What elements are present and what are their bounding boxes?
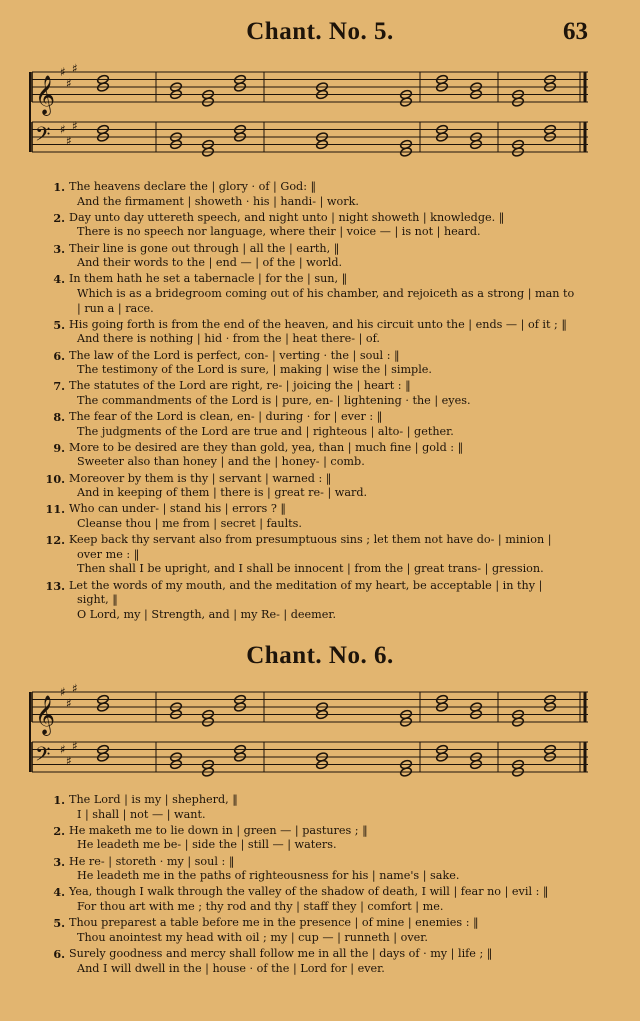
- verse-number: 4.: [53, 885, 65, 900]
- chant-5-score: [28, 60, 594, 166]
- verse-first-line: [40, 916, 596, 931]
- verse-first-line: [40, 242, 596, 257]
- chant-5-title: Chant. No. 5.: [246, 18, 394, 45]
- verse-text: Keep back thy servant also from presumptuous sins ; let them not have do- | minion |: [69, 533, 552, 547]
- verse-number: 1.: [53, 793, 65, 807]
- verse-continuation-line: | run a | race.: [77, 301, 154, 315]
- verse-continuation-line: over me : ‖: [77, 547, 140, 561]
- verse-continuation-line: Sweeter also than honey | and the | honey- | comb.: [77, 455, 365, 469]
- verse: [40, 441, 596, 470]
- verse: [40, 349, 596, 378]
- verse: [40, 410, 596, 439]
- verse-continuation-line: And the firmament | showeth · his | handi- | work.: [77, 194, 359, 208]
- verse-number: 3.: [53, 854, 65, 869]
- verse-continuation-line: O Lord, my | Strength, and | my Re- | deemer.: [77, 607, 337, 621]
- verse-number: 5.: [53, 916, 65, 931]
- treble-staff: [32, 61, 588, 116]
- verse-number: 3.: [53, 241, 65, 256]
- verse-number: 12.: [45, 533, 65, 548]
- verse-continuation-line: And in keeping of them | there is | great re- | ward.: [77, 486, 368, 500]
- verse-continuation-line: For thou art with me ; thy rod and thy | staff they | comfort | me.: [77, 899, 444, 913]
- verse-text: The Lord | is my | shepherd, ‖: [69, 793, 238, 806]
- sharp-icon: ♯: [72, 681, 78, 696]
- verse-continuation-line: Cleanse thou | me from | secret | faults.: [77, 517, 302, 530]
- verse: [40, 272, 596, 316]
- verse-continuation-line: He leadeth me in the paths of righteousness for his | name's | sake.: [77, 869, 460, 883]
- verse-continuation-line: There is no speech nor language, where their | voice — | is not | heard.: [77, 225, 481, 239]
- bass-clef-icon: 𝄢: [35, 122, 51, 151]
- verse: [40, 916, 596, 945]
- verse-number: 10.: [45, 471, 65, 486]
- sharp-icon: ♯: [66, 76, 72, 91]
- sharp-icon: ♯: [72, 61, 78, 76]
- verse: [40, 533, 596, 577]
- treble-clef-icon: 𝄞: [35, 695, 56, 735]
- verse: [40, 885, 596, 914]
- verse-number: 2.: [53, 823, 65, 838]
- sharp-icon: ♯: [66, 696, 72, 711]
- verse-first-line: [40, 180, 596, 195]
- verse: [40, 947, 596, 976]
- verse-text: Their line is gone out through | all the | earth, ‖: [69, 241, 340, 255]
- verse-continuation-line: And their words to the | end — | of the | world.: [77, 256, 343, 270]
- verse-text: The fear of the Lord is clean, en- | during · for | ever : ‖: [69, 410, 383, 424]
- verse-continuation-line: And there is nothing | hid · from the | heat there- | of.: [77, 332, 380, 346]
- chant-5-verses: [40, 180, 596, 624]
- sharp-icon: ♯: [60, 122, 66, 137]
- verse-text: Thou preparest a table before me in the presence | of mine | enemies : ‖: [69, 916, 479, 930]
- verse: [40, 318, 596, 347]
- verse-continuation-line: sight, ‖: [77, 593, 118, 607]
- verse-first-line: [40, 349, 596, 364]
- chant-6-score: [28, 680, 594, 786]
- verse: [40, 211, 596, 240]
- verse-first-line: [40, 502, 596, 517]
- sharp-icon: ♯: [66, 753, 72, 768]
- verse-first-line: [40, 318, 596, 333]
- verse-first-line: [40, 272, 596, 287]
- bass-staff: [32, 739, 588, 778]
- verse-first-line: [40, 379, 596, 394]
- verse-number: 9.: [53, 440, 65, 455]
- verse-number: 6.: [53, 348, 65, 363]
- verse-first-line: [40, 472, 596, 487]
- verse-first-line: [40, 855, 596, 870]
- verse-text: He maketh me to lie down in | green — | pastures ; ‖: [69, 823, 368, 837]
- verse-continuation-line: Then shall I be upright, and I shall be innocent | from the | great trans- | gression.: [77, 562, 544, 576]
- chant-6-verses: [40, 793, 596, 978]
- verse-text: In them hath he set a tabernacle | for the | sun, ‖: [69, 272, 348, 286]
- verse-first-line: [40, 947, 596, 962]
- verse-number: 8.: [53, 410, 65, 425]
- verse-first-line: [40, 211, 596, 226]
- verse-number: 2.: [53, 210, 65, 225]
- verse-continuation-line: The judgments of the Lord are true and | righteous | alto- | gether.: [77, 424, 454, 438]
- verse-text: Yea, though I walk through the valley of the shadow of death, I will | fear no | evil : ‖: [69, 885, 549, 899]
- sharp-icon: ♯: [60, 685, 66, 699]
- verse: [40, 379, 596, 408]
- sharp-icon: ♯: [66, 133, 72, 148]
- verse-number: 1.: [53, 180, 65, 194]
- verse-text: The law of the Lord is perfect, con- | verting · the | soul : ‖: [69, 348, 400, 362]
- verse-first-line: [40, 793, 596, 808]
- verse-number: 13.: [45, 578, 65, 593]
- verse-text: Moreover by them is thy | servant | warned : ‖: [69, 471, 332, 485]
- verse-number: 7.: [53, 379, 65, 394]
- verse: [40, 472, 596, 501]
- verse-continuation-line: Which is as a bridegroom coming out of his chamber, and rejoiceth as a strong | man to: [77, 286, 575, 300]
- bass-staff: [32, 119, 588, 158]
- verse-number: 5.: [53, 317, 65, 332]
- verse: [40, 793, 596, 822]
- sharp-icon: ♯: [72, 738, 78, 753]
- verse-text: Let the words of my mouth, and the meditation of my heart, be acceptable | in thy |: [69, 578, 543, 592]
- verse-text: His going forth is from the end of the heaven, and his circuit unto the | ends — | of it ; ‖: [69, 317, 567, 331]
- verse-text: Day unto day uttereth speech, and night unto | night showeth | knowledge. ‖: [69, 210, 505, 224]
- bass-clef-icon: 𝄢: [35, 742, 51, 771]
- verse-first-line: [40, 885, 596, 900]
- treble-clef-icon: 𝄞: [35, 75, 56, 115]
- verse-continuation-line: The commandments of the Lord is | pure, en- | lightening · the | eyes.: [77, 393, 471, 407]
- sharp-icon: ♯: [60, 65, 66, 79]
- verse: [40, 242, 596, 271]
- verse-text: Who can under- | stand his | errors ? ‖: [69, 502, 286, 516]
- verse-first-line: [40, 410, 596, 425]
- verse-text: The statutes of the Lord are right, re- | joicing the | heart : ‖: [69, 379, 411, 393]
- verse-text: The heavens declare the | glory · of | God: ‖: [69, 180, 317, 193]
- verse: [40, 824, 596, 853]
- sharp-icon: ♯: [72, 118, 78, 133]
- sharp-icon: ♯: [60, 742, 66, 757]
- verse-number: 6.: [53, 946, 65, 961]
- verse-continuation-line: He leadeth me be- | side the | still — | waters.: [77, 838, 337, 852]
- treble-staff: [32, 681, 588, 736]
- verse-continuation-line: And I will dwell in the | house · of the | Lord for | ever.: [77, 961, 385, 975]
- verse-continuation-line: I | shall | not — | want.: [77, 807, 206, 821]
- verse-first-line: [40, 824, 596, 839]
- verse-text: He re- | storeth · my | soul : ‖: [69, 854, 235, 868]
- chant-6-title: Chant. No. 6.: [246, 642, 394, 669]
- verse-first-line: [40, 441, 596, 456]
- verse-text: More to be desired are they than gold, yea, than | much fine | gold : ‖: [69, 440, 464, 454]
- verse-number: 11.: [45, 502, 65, 517]
- verse: [40, 502, 596, 531]
- verse: [40, 579, 596, 623]
- verse: [40, 855, 596, 884]
- verse-first-line: [40, 579, 596, 594]
- page-number: 63: [563, 18, 588, 45]
- verse: [40, 180, 596, 209]
- verse-first-line: [40, 533, 596, 548]
- verse-number: 4.: [53, 272, 65, 287]
- verse-continuation-line: The testimony of the Lord is sure, | making | wise the | simple.: [77, 363, 432, 377]
- verse-text: Surely goodness and mercy shall follow me in all the | days of · my | life ; ‖: [69, 946, 493, 960]
- verse-continuation-line: Thou anointest my head with oil ; my | cup — | runneth | over.: [77, 930, 428, 944]
